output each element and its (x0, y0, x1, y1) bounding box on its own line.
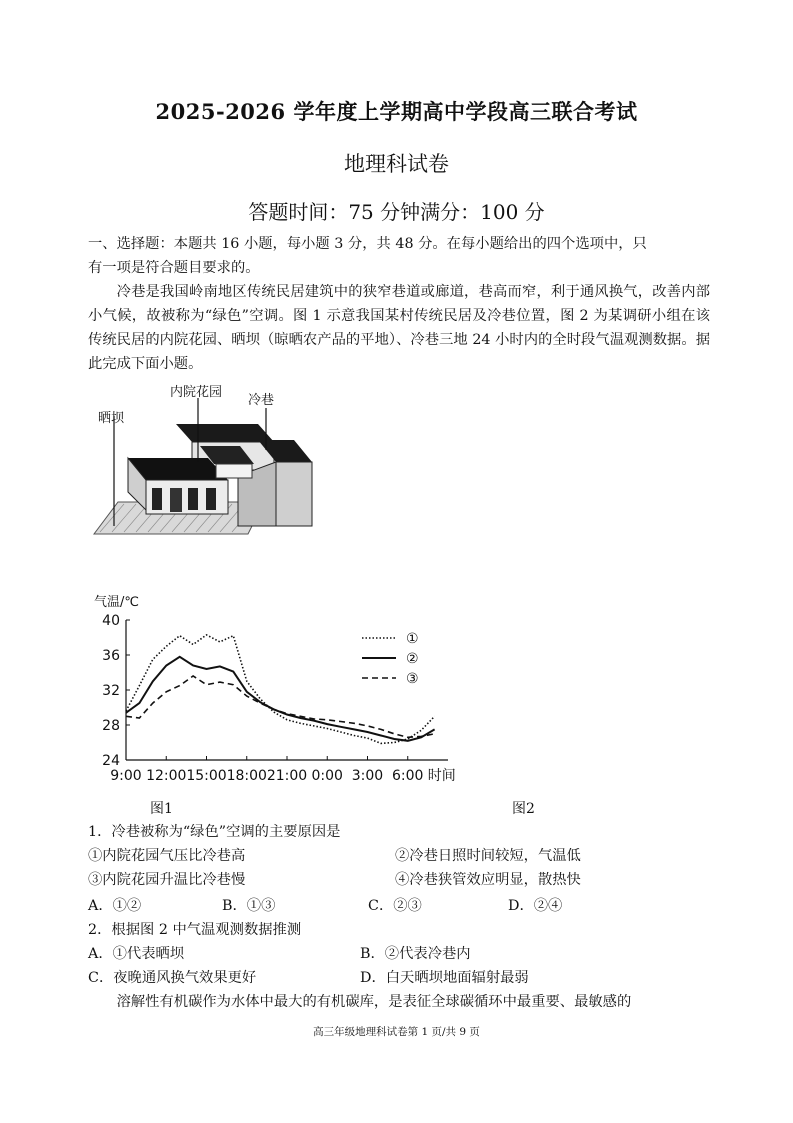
q1-choice-c[interactable]: C．②③ (368, 898, 422, 914)
y-tick-label: 36 (102, 648, 120, 664)
q2-choice-c[interactable]: C．夜晚通风换气效果更好 (88, 970, 257, 986)
page-footer: 高三年级地理科试卷第 1 页/共 9 页 (313, 1026, 480, 1038)
passage-2: 溶解性有机碳作为水体中最大的有机碳库，是表征全球碳循环中最重要、最敏感的 (116, 994, 632, 1010)
series-line-1 (126, 635, 435, 744)
q1-statement-2: ②冷巷日照时间较短，气温低 (395, 848, 581, 864)
legend-label-1: ① (406, 631, 419, 647)
callout-inner-courtyard: 内院花园 (170, 385, 223, 400)
figure1-label: 图1 (150, 801, 173, 817)
x-tick-label: 18:00 (226, 768, 267, 784)
y-tick-label: 40 (102, 613, 120, 629)
q2-choice-a[interactable]: A．①代表晒坝 (88, 946, 185, 962)
chart-series (126, 635, 435, 744)
section-instruction (88, 232, 710, 280)
figure2-temperature-chart (84, 588, 484, 793)
question-1-stem: 1．冷巷被称为“绿色”空调的主要原因是 (88, 824, 341, 840)
y-tick-label: 32 (102, 683, 120, 699)
q1-statement-3: ③内院花园升温比冷巷慢 (88, 872, 246, 888)
exam-time-score: 答题时间：75 分钟满分：100 分 (248, 200, 545, 224)
y-tick-label: 24 (102, 753, 120, 769)
x-axis-label: 时间 (427, 768, 456, 784)
chart-legend (362, 631, 419, 687)
q1-statement-4: ④冷巷狭管效应明显，散热快 (395, 872, 581, 888)
series-line-3 (126, 676, 435, 737)
q1-choice-a[interactable]: A．①② (88, 898, 142, 914)
chart-axes (102, 613, 456, 784)
q1-choice-b[interactable]: B．①③ (222, 898, 276, 914)
q2-choice-b[interactable]: B．②代表冷巷内 (360, 946, 471, 962)
x-tick-label: 3:00 (351, 768, 384, 784)
figure2-label: 图2 (512, 801, 535, 817)
reading-passage: 冷巷是我国岭南地区传统民居建筑中的狭窄巷道或廊道，巷高而窄，利于通风换气，改善内部小气候，故被称为“绿色”空调。图 1 示意我国某村传统民居及冷巷位置，图 2 为某调研小组在该传统民居的内院花园、晒坝（晾晒农产品的平地）、冷巷三地 24 小时内的全时段气温观测数据。据此完成下面小题。 (88, 284, 710, 372)
instruction-line-1: 一、选择题：本题共 16 小题，每小题 3 分，共 48 分。在每小题给出的四个选项中，只 (88, 236, 647, 252)
x-tick-label: 12:00 (146, 768, 187, 784)
chart-y-axis-label: 气温/℃ (94, 595, 139, 610)
callout-cold-lane: 冷巷 (248, 393, 275, 408)
question-2-stem: 2．根据图 2 中气温观测数据推测 (88, 922, 302, 938)
y-tick-label: 28 (102, 718, 120, 734)
front-building (128, 458, 228, 514)
q2-choice-d[interactable]: D．白天晒坝地面辐射最弱 (360, 970, 529, 986)
instruction-line-2: 有一项是符合题目要求的。 (88, 260, 260, 276)
x-tick-label: 9:00 (110, 768, 142, 784)
x-tick-label: 21:00 (266, 768, 308, 784)
legend-label-3: ③ (406, 671, 419, 687)
exam-subject: 地理科试卷 (344, 152, 449, 176)
legend-label-2: ② (406, 651, 419, 667)
x-tick-label: 0:00 (311, 768, 343, 784)
exam-title: 2025-2026 学年度上学期高中学段高三联合考试 (155, 99, 638, 124)
series-line-2 (126, 657, 435, 741)
figure1-house-illustration (88, 380, 328, 540)
x-tick-label: 15:00 (186, 768, 227, 784)
callout-drying-ground: 晒坝 (98, 411, 125, 426)
q1-choice-d[interactable]: D．②④ (508, 898, 563, 914)
q1-statement-1: ①内院花园气压比冷巷高 (88, 848, 246, 864)
x-tick-label: 6:00 (392, 768, 424, 784)
